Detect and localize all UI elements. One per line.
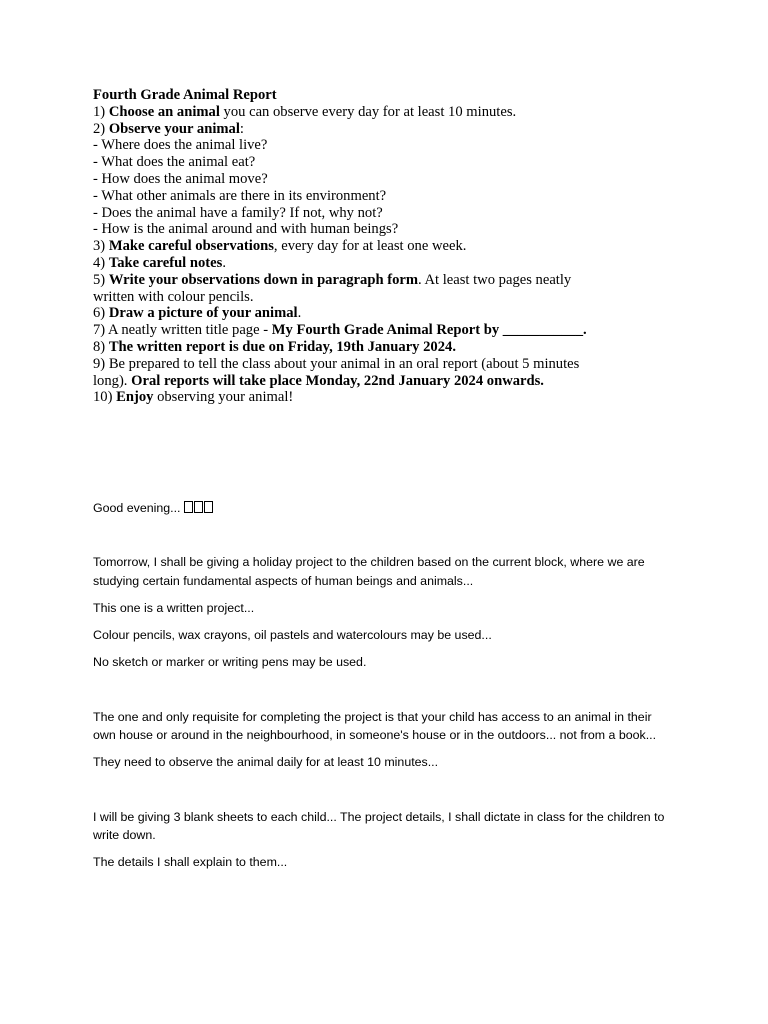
animal-report-section: [93, 87, 683, 406]
letter-greeting: Good evening...: [93, 499, 673, 518]
report-item-2: 2) Observe your animal:: [93, 120, 244, 137]
letter-paragraph: The one and only requisite for completing the project is that your child has access to an animal in their own house or around in the neighbourhood, in someone's house or in the outdoors... not from a book...: [93, 709, 657, 743]
report-item-4: 4) Take careful notes.: [93, 254, 226, 271]
letter-paragraph: No sketch or marker or writing pens may be used.: [93, 655, 367, 670]
report-item-1: 1) Choose an animal you can observe every day for at least 10 minutes.: [93, 103, 517, 120]
spacer: [93, 681, 673, 708]
spacer: [93, 781, 673, 808]
spacer: [93, 526, 673, 553]
report-item-9: 9) Be prepared to tell the class about your animal in an oral report (about 5 minutes long). Oral reports will take place Monday, 22nd January 2024 onwards.: [93, 355, 580, 389]
report-question-humans: - How is the animal around and with human beings?: [93, 221, 399, 238]
report-item-6: 6) Draw a picture of your animal.: [93, 305, 302, 322]
report-question-live: - Where does the animal live?: [93, 137, 268, 154]
letter-paragraph: Tomorrow, I shall be giving a holiday project to the children based on the current block, where we are studying certain fundamental aspects of human beings and animals...: [93, 555, 645, 588]
report-title: Fourth Grade Animal Report: [93, 87, 277, 103]
report-item-10: 10) Enjoy observing your animal!: [93, 389, 294, 406]
document-page: [93, 87, 683, 881]
report-question-eat: - What does the animal eat?: [93, 154, 256, 171]
letter-paragraph: Colour pencils, wax crayons, oil pastels and watercolours may be used...: [93, 628, 492, 643]
report-question-family: - Does the animal have a family? If not, why not?: [93, 204, 383, 221]
report-question-environment: - What other animals are there in its environment?: [93, 187, 387, 204]
report-question-move: - How does the animal move?: [93, 170, 268, 187]
letter-paragraph: The details I shall explain to them...: [93, 855, 288, 870]
report-item-7: 7) A neatly written title page - My Fourth Grade Animal Report by ___________.: [93, 322, 587, 339]
letter-paragraph: This one is a written project...: [93, 601, 255, 616]
emoji-placeholder-icon: [184, 501, 214, 515]
letter-paragraph: I will be giving 3 blank sheets to each child... The project details, I shall dictate in class for the children to write down.: [93, 809, 665, 843]
report-item-5: 5) Write your observations down in paragraph form. At least two pages neatly written with colour pencils.: [93, 271, 572, 305]
parent-letter-section: [93, 499, 673, 872]
report-item-3: 3) Make careful observations, every day for at least one week.: [93, 238, 467, 255]
letter-paragraph: They need to observe the animal daily for at least 10 minutes...: [93, 755, 439, 770]
report-item-8: 8) The written report is due on Friday, 19th January 2024.: [93, 338, 456, 355]
